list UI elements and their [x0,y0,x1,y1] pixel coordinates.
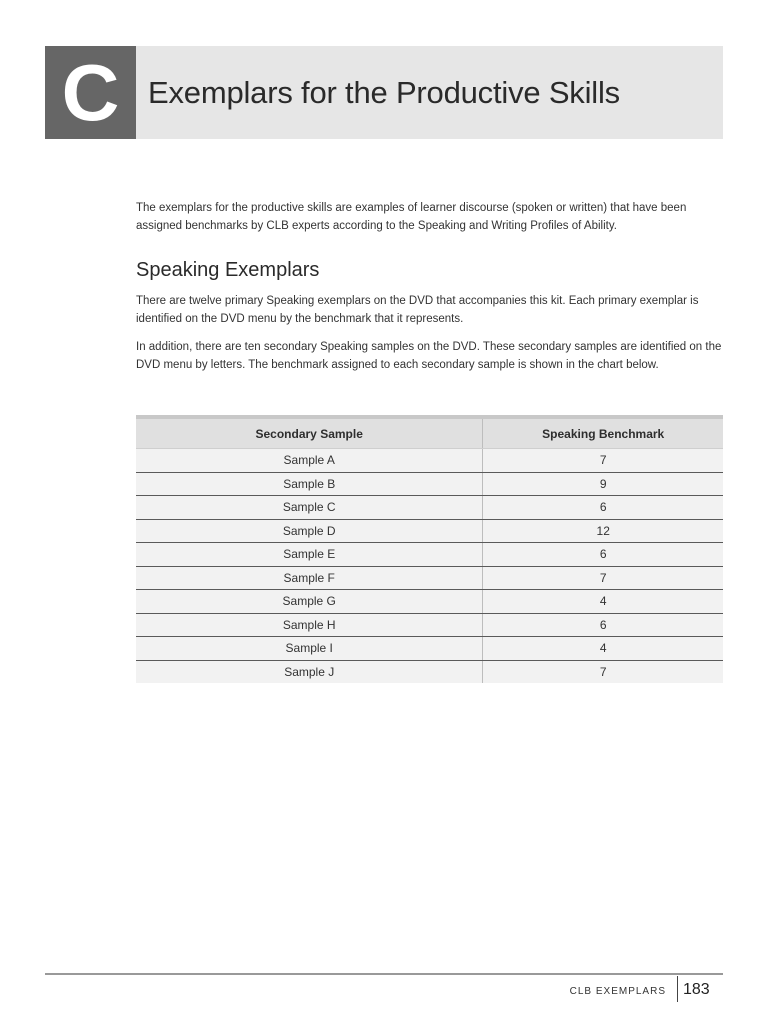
sample-cell: Sample F [136,567,483,590]
section-heading: Speaking Exemplars [136,259,320,281]
benchmark-table [136,415,723,683]
table-row [136,636,723,660]
sample-cell: Sample A [136,449,483,472]
benchmark-cell: 4 [599,594,607,609]
benchmark-cell: 6 [599,617,607,632]
table-row [136,449,723,472]
section-paragraph-2: In addition, there are ten secondary Speaking samples on the DVD. These secondary samples are identified on the DVD menu by letters. The benchmark assigned to each secondary sample is shown in the chart below. [136,341,722,371]
sample-cell: Sample J [136,661,483,684]
page-number: 183 [683,981,710,998]
sample-cell: Sample G [136,590,483,613]
benchmark-cell: 7 [599,664,607,679]
sample-cell: Sample B [136,473,483,496]
footer-section-label: CLB EXEMPLARS [569,986,666,997]
table-body [136,449,723,683]
sample-cell: Sample I [136,637,483,660]
header-speaking-benchmark: Speaking Benchmark [542,426,665,441]
benchmark-cell: 4 [599,641,607,656]
table-row [136,660,723,684]
sample-cell: Sample D [136,520,483,543]
benchmark-cell: 9 [599,476,607,491]
header-secondary-sample: Secondary Sample [136,419,483,448]
intro-paragraph: The exemplars for the productive skills are examples of learner discourse (spoken or written) that have been assigned benchmarks by CLB experts according to the Speaking and Writing Profiles of Ability. [136,202,687,232]
body-content [136,199,723,374]
chapter-letter: C [45,46,136,139]
benchmark-cell: 6 [599,547,607,562]
footer-divider [677,976,678,1002]
sample-cell: Sample E [136,543,483,566]
sample-cell: Sample H [136,614,483,637]
table-row [136,566,723,590]
chapter-header [136,46,723,139]
benchmark-cell: 12 [596,523,610,538]
table-header [136,419,723,449]
table-row [136,519,723,543]
benchmark-cell: 7 [599,453,607,468]
section-paragraph-1: There are twelve primary Speaking exemplars on the DVD that accompanies this kit. Each primary exemplar is identified on the DVD menu by the benchmark that it represents. [136,295,699,325]
table-row [136,589,723,613]
table-row [136,542,723,566]
table-row [136,472,723,496]
table-row [136,495,723,519]
sample-cell: Sample C [136,496,483,519]
footer-rule [45,973,723,975]
page-title: Exemplars for the Productive Skills [148,74,620,110]
benchmark-cell: 7 [599,570,607,585]
table-row [136,613,723,637]
benchmark-cell: 6 [599,500,607,515]
